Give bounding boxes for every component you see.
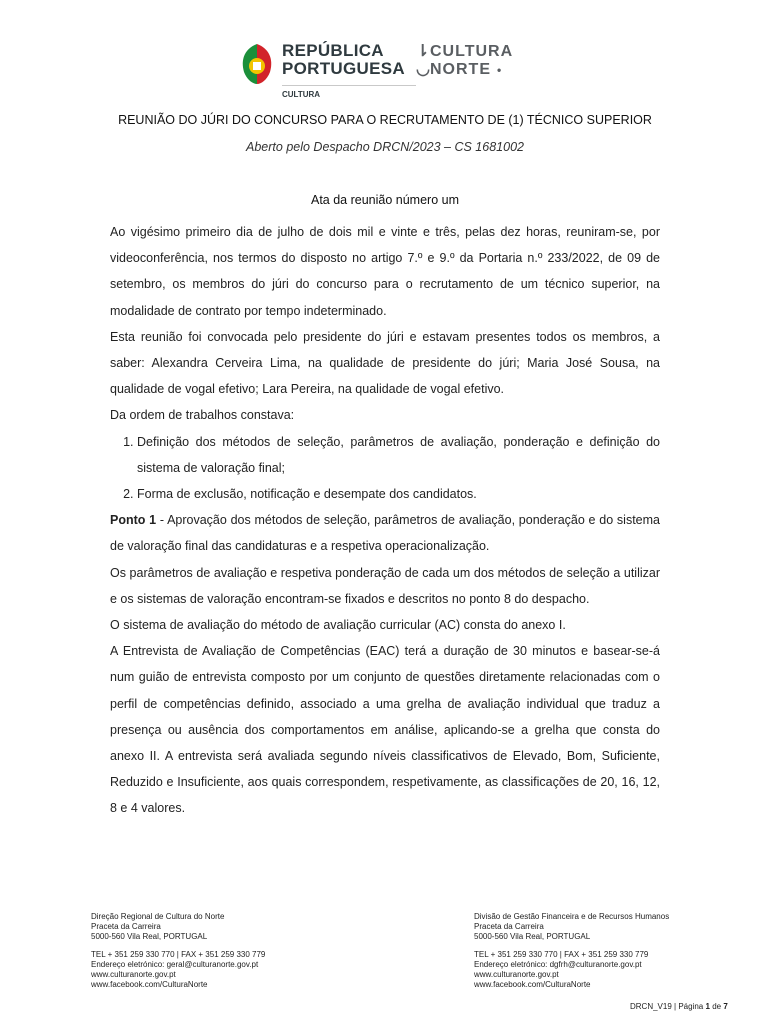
- norte-mark-icon: ◡: [416, 61, 431, 78]
- footer-line: 5000-560 Vila Real, PORTUGAL: [91, 932, 208, 941]
- header-logos: [236, 40, 536, 104]
- footer-email: Endereço eletrónico: dgfrh@culturanorte.gov.pt: [474, 960, 642, 969]
- ponto-text: - Aprovação dos métodos de seleção, parâmetros de avaliação, ponderação e do sistema de valoração final das candidaturas e a respetiva operacionalização.: [110, 513, 660, 554]
- agenda-item: 2. Forma de exclusão, notificação e desempate dos candidatos.: [137, 481, 660, 507]
- agenda-item: 1. Definição dos métodos de seleção, parâmetros de avaliação, ponderação e definição do sistema de valoração final;: [137, 429, 660, 481]
- gov-logo-line1: REPÚBLICA: [282, 41, 384, 60]
- footer-address-right: [474, 912, 669, 990]
- gov-logo-line2: PORTUGUESA: [282, 59, 405, 78]
- paragraph-ponto-1: [110, 507, 660, 559]
- page-of: de: [712, 1002, 722, 1011]
- paragraph-interview: A Entrevista de Avaliação de Competências (EAC) terá a duração de 30 minutos e basear-se-á num guião de entrevista composto por um conjunto de questões diretamente relacionadas com o perfil de competências definido, associado a uma grelha de avaliação individual que traduz a presença ou ausência dos comportamentos em análise, aplicando-se a grelha que consta do anexo II. A entrevista será avaliada segundo níveis classificativos de Elevado, Bom, Suficiente, Reduzido e Insuficiente, aos quais correspondem, respetivamente, as classificações de 20, 16, 12, 8 e 4 valores.: [110, 644, 660, 816]
- footer-facebook: www.facebook.com/CulturaNorte: [91, 980, 208, 989]
- paragraph-opening: Ao vigésimo primeiro dia de julho de dois mil e vinte e três, pelas dez horas, reuniram-se, por videoconferência, nos termos do disposto no artigo 7.º e 9.º da Portaria n.º 233/2022, de 09 de setembro, os membros do júri do concurso para o recrutamento de um técnico superior, na modalidade de contrato por tempo indeterminado.: [110, 225, 660, 318]
- footer-phone: TEL + 351 259 330 770 | FAX + 351 259 330 779: [474, 950, 649, 959]
- doc-code: DRCN_V19: [630, 1002, 672, 1011]
- section-title: Ata da reunião número um: [310, 193, 459, 207]
- footer-website: www.culturanorte.gov.pt: [91, 970, 176, 979]
- footer-line: Praceta da Carreira: [91, 922, 161, 931]
- paragraph-attendees: Esta reunião foi convocada pelo presidente do júri e estavam presentes todos os membros, a saber: Alexandra Cerveira Lima, na qualidade de presidente do júri; Maria José Sousa, na qualidade de vogal efetivo; Lara Pereira, na qualidade de vogal efetivo.: [110, 329, 660, 397]
- document-subtitle: Aberto pelo Despacho DRCN/2023 – CS 1681002: [246, 140, 524, 154]
- agenda-list: [110, 429, 660, 508]
- footer-line: Praceta da Carreira: [474, 922, 544, 931]
- paragraph-curricular: O sistema de avaliação do método de avaliação curricular (AC) consta do anexo I.: [110, 618, 566, 633]
- footer-email: Endereço eletrónico: geral@culturanorte.gov.pt: [91, 960, 259, 969]
- logo-dot-icon: •: [497, 63, 503, 77]
- paragraph-agenda-intro: Da ordem de trabalhos constava:: [110, 408, 295, 423]
- footer-website: www.culturanorte.gov.pt: [474, 970, 559, 979]
- footer-phone: TEL + 351 259 330 770 | FAX + 351 259 330 779: [91, 950, 266, 959]
- footer-facebook: www.facebook.com/CulturaNorte: [474, 980, 591, 989]
- footer-line: Direção Regional de Cultura do Norte: [91, 912, 225, 921]
- gov-logo-text: [282, 42, 405, 78]
- footer-line: 5000-560 Vila Real, PORTUGAL: [474, 932, 591, 941]
- republica-portuguesa-emblem-icon: [238, 42, 276, 86]
- footer-address-left: [91, 912, 265, 990]
- cultura-mark-icon: ⇂: [416, 43, 431, 60]
- gov-logo-subtitle: CULTURA: [282, 90, 321, 99]
- gov-logo-divider: [282, 85, 416, 86]
- cultura-norte-line1: CULTURA: [430, 43, 514, 60]
- cultura-norte-logo: [416, 43, 513, 79]
- page-total: 7: [723, 1002, 728, 1011]
- footer-line: Divisão de Gestão Financeira e de Recursos Humanos: [474, 912, 670, 921]
- document-body: [110, 219, 660, 822]
- page-current: 1: [705, 1002, 710, 1011]
- paragraph-parameters: Os parâmetros de avaliação e respetiva ponderação de cada um dos métodos de seleção a utilizar e os sistemas de valoração encontram-se fixados e descritos no ponto 8 do despacho.: [110, 565, 660, 606]
- ponto-label: Ponto 1: [110, 513, 157, 528]
- page-number: DRCN_V19 | Página 1 de 7: [630, 1002, 728, 1011]
- document-title: REUNIÃO DO JÚRI DO CONCURSO PARA O RECRUTAMENTO DE (1) TÉCNICO SUPERIOR: [118, 113, 652, 127]
- page-label: Página: [678, 1002, 704, 1011]
- cultura-norte-line2: NORTE: [430, 61, 491, 78]
